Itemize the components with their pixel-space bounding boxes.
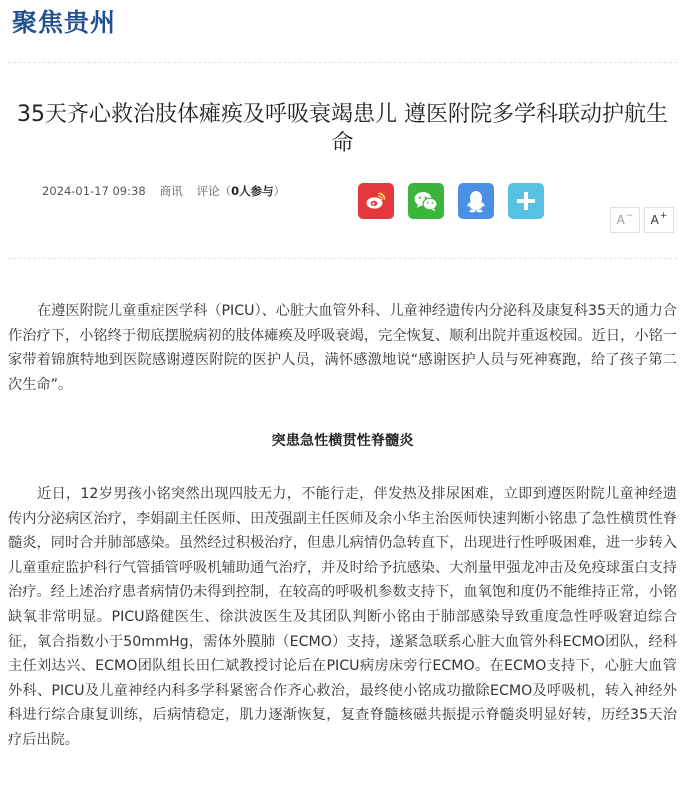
plus-icon	[515, 190, 537, 212]
comment-close: ）	[273, 184, 286, 198]
comment-info[interactable]	[197, 183, 286, 199]
share-bar	[358, 183, 544, 219]
weibo-icon	[364, 189, 388, 213]
section-heading: 突患急性横贯性脊髓炎	[271, 433, 414, 449]
comment-count: 0人参与	[231, 184, 274, 198]
font-size-control	[610, 207, 674, 233]
qq-penguin-icon	[465, 189, 487, 213]
article-meta	[42, 183, 285, 199]
comment-label: 评论（	[196, 184, 232, 198]
article-paragraph-1: 在遵医附院儿童重症医学科（PICU）、心脏大血管外科、儿童神经遗传内分泌科及康复科35天的通力合作治疗下，小铭终于彻底摆脱病初的肢体瘫痪及呼吸衰竭，完全恢复、顺利出院并重返校园。近日，小铭一家带着锦旗特地到医院感谢遵医附院的医护人员，满怀感激地说“感谢医护人员与死神赛跑，给了孩子第二次生命”。	[8, 303, 677, 393]
article-paragraph-2: 近日，12岁男孩小铭突然出现四肢无力，不能行走，伴发热及排尿困难，立即到遵医附院儿童神经遗传内分泌病区治疗，李娟副主任医师、田茂强副主任医师及余小华主治医师快速判断小铭患了急性横贯性脊髓炎，同时合并肺部感染。虽然经过积极治疗，但患儿病情仍急转直下，出现进行性呼吸困难，进一步转入儿童重症监护科行气管插管呼吸机辅助通气治疗，并及时给予抗感染、大剂量甲强龙冲击及免疫球蛋白支持治疗。经上述治疗患者病情仍未得到控制，在较高的呼吸机参数支持下，血氧饱和度仍不能维持正常，小铭缺氧非常明显。PICU路健医生、徐洪波医生及其团队判断小铭由于肺部感染导致重度急性呼吸窘迫综合征，氧合指数小于50mmHg，需体外膜肺（ECMO）支持，遂紧急联系心脏大血管外科ECMO团队，经科主任刘达兴、ECMO团队组长田仁斌教授讨论后在PICU病房床旁行ECMO。在ECMO支持下，心脏大血管外科、PICU及儿童神经内科多学科紧密合作齐心救治，最终使小铭成功撤除ECMO及呼吸机，转入神经外科进行综合康复训练，后病情稳定，肌力逐渐恢复，复查脊髓核磁共振提示脊髓炎明显好转，历经35天治疗后出院。	[8, 486, 677, 748]
font-decrease-button[interactable]	[610, 207, 640, 233]
article-title: 35天齐心救治肢体瘫痪及呼吸衰竭患儿 遵医附院多学科联动护航生命	[17, 102, 668, 156]
wechat-share-button[interactable]	[408, 183, 444, 219]
minus-icon: −	[625, 211, 634, 221]
font-decrease-label: A	[616, 213, 625, 227]
header-divider	[8, 62, 677, 63]
content-divider	[8, 258, 677, 259]
qq-share-button[interactable]	[458, 183, 494, 219]
publish-date: 2024-01-17 09:38	[42, 184, 146, 198]
font-increase-button[interactable]	[644, 207, 674, 233]
plus-small-icon: +	[659, 211, 668, 221]
article-source: 商讯	[159, 184, 183, 198]
more-share-button[interactable]	[508, 183, 544, 219]
wechat-icon	[413, 189, 439, 213]
font-increase-label: A	[650, 213, 659, 227]
weibo-share-button[interactable]	[358, 183, 394, 219]
site-header	[0, 0, 685, 64]
site-title[interactable]: 聚焦贵州	[12, 8, 117, 37]
